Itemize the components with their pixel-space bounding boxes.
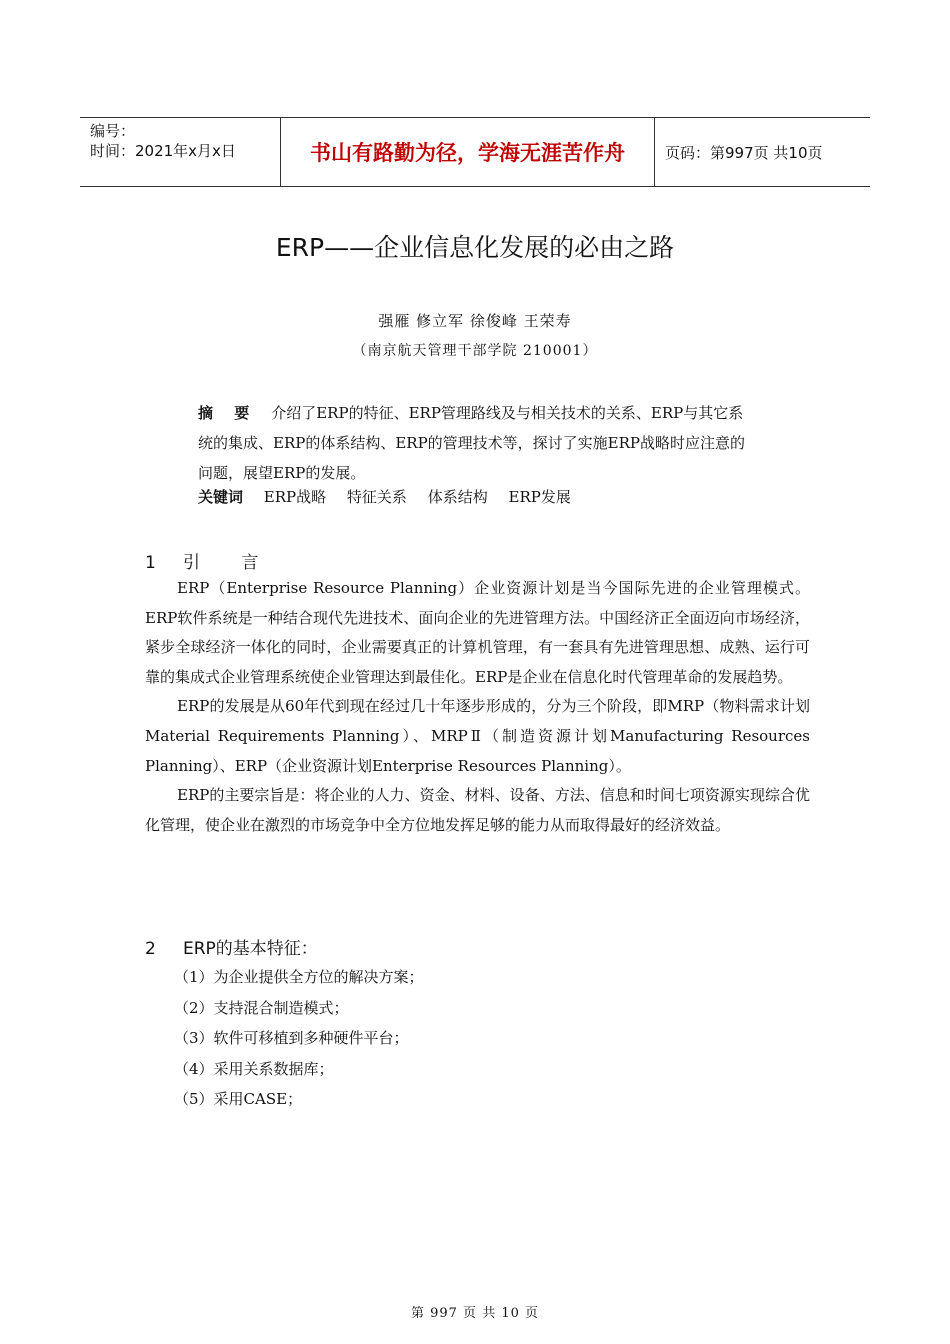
keywords-label: 关键词 bbox=[198, 488, 244, 506]
header-page-code: 页码：第997页 共10页 bbox=[665, 143, 823, 162]
section-1-body bbox=[145, 574, 810, 840]
list-item: （2）支持混合制造模式； bbox=[174, 998, 349, 1017]
serial-label: 编号： bbox=[90, 122, 136, 140]
document-title: ERP——企业信息化发展的必由之路 bbox=[275, 233, 675, 262]
section-title: 引 言 bbox=[183, 553, 277, 573]
paragraph: ERP（Enterprise Resource Planning）企业资源计划是当今国际先进的企业管理模式。ERP软件系统是一种结合现代先进技术、面向企业的先进管理方法。中国经济正全面迈向市场经济，紧步全球经济一体化的同时，企业需要真正的计算机管理，有一套具有先进管理思想、成熟、运行可靠的集成式企业管理系统使企业管理达到最佳化。ERP是企业在信息化时代管理革命的发展趋势。 bbox=[145, 579, 810, 686]
paragraph: ERP的发展是从60年代到现在经过几十年逐步形成的，分为三个阶段，即MRP（物料需求计划Material Requirements Planning）、MRPⅡ（制造资源计划Manufacturing Resources Planning）、ERP（企业资源计划Enterprise Resources Planning）。 bbox=[145, 697, 810, 775]
feature-list bbox=[174, 962, 424, 1115]
keyword: ERP发展 bbox=[508, 488, 571, 506]
keyword: 特征关系 bbox=[346, 488, 407, 506]
section-title: ERP的基本特征： bbox=[183, 939, 318, 959]
paragraph: ERP的主要宗旨是：将企业的人力、资金、材料、设备、方法、信息和时间七项资源实现综合优化管理，使企业在激烈的市场竞争中全方位地发挥足够的能力从而取得最好的经济效益。 bbox=[145, 786, 810, 834]
keyword: 体系结构 bbox=[427, 488, 488, 506]
page-footer: 第 997 页 共 10 页 bbox=[410, 1306, 540, 1321]
time-label: 时间：2021年x月x日 bbox=[90, 142, 236, 160]
list-item: （5）采用CASE； bbox=[174, 1090, 303, 1108]
list-item: （1）为企业提供全方位的解决方案； bbox=[174, 968, 424, 986]
abstract-text: 介绍了ERP的特征、ERP管理路线及与相关技术的关系、ERP与其它系统的集成、ERP的体系结构、ERP的管理技术等，探讨了实施ERP战略时应注意的问题，展望ERP的发展。 bbox=[198, 404, 746, 482]
list-item: （3）软件可移植到多种硬件平台； bbox=[174, 1029, 409, 1047]
section-2-heading bbox=[145, 934, 318, 959]
keyword: ERP战略 bbox=[263, 488, 327, 506]
header-table bbox=[80, 117, 870, 187]
authors: 强雁 修立军 徐俊峰 王荣寿 bbox=[378, 312, 572, 330]
section-number: 1 bbox=[145, 553, 156, 573]
affiliation: （南京航天管理干部学院 210001） bbox=[352, 343, 598, 359]
section-number: 2 bbox=[145, 939, 156, 959]
list-item: （4）采用关系数据库； bbox=[174, 1059, 334, 1078]
header-motto: 书山有路勤为径，学海无涯苦作舟 bbox=[281, 118, 655, 186]
abstract-label: 摘 要 bbox=[198, 404, 258, 422]
section-1-heading bbox=[145, 548, 276, 573]
keywords bbox=[198, 486, 758, 507]
abstract bbox=[198, 398, 758, 488]
header-meta-cell bbox=[80, 118, 281, 186]
